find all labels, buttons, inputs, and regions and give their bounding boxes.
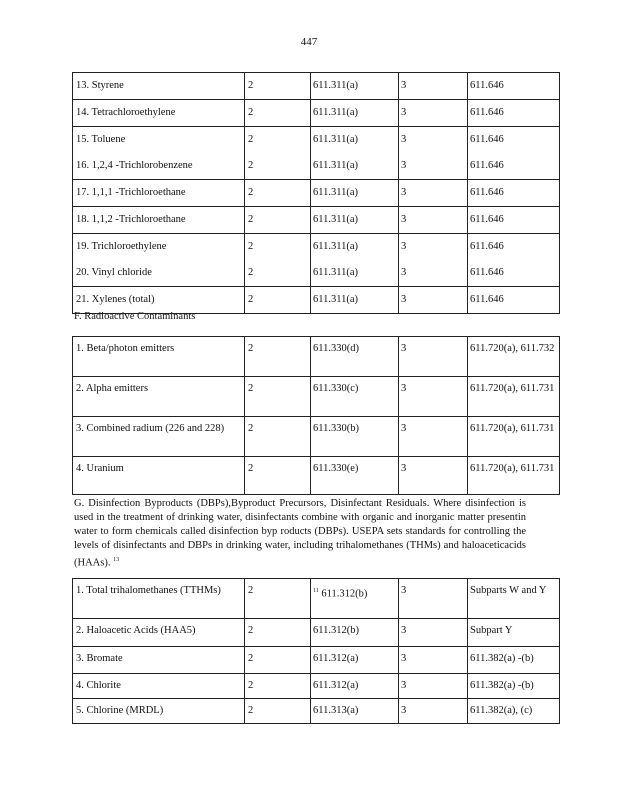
table-row xyxy=(73,377,560,417)
table-row xyxy=(73,579,560,619)
level-cell: 3 xyxy=(399,619,468,647)
level-cell: 3 xyxy=(399,207,468,234)
level-cell: 3 3 xyxy=(399,127,468,180)
reference-cell: 611.382(a), (c) xyxy=(468,699,560,724)
contaminant-name-cell: 5. Chlorine (MRDL) xyxy=(73,699,245,724)
mcl-cell: 2 xyxy=(245,73,311,100)
mcl-cell: 2 xyxy=(245,377,311,417)
reference-cell: 611.382(a) -(b) xyxy=(468,674,560,699)
table-row xyxy=(73,699,560,724)
table-row xyxy=(73,127,560,180)
table-row xyxy=(73,457,560,495)
mcl-cell: 2 xyxy=(245,207,311,234)
level-cell: 3 xyxy=(399,100,468,127)
table-row xyxy=(73,100,560,127)
mcl-cell: 2 xyxy=(245,699,311,724)
contaminant-name-cell: 3. Bromate xyxy=(73,647,245,674)
method-cell: 611.330(b) xyxy=(311,417,399,457)
method-cell: 611.330(c) xyxy=(311,377,399,417)
contaminant-table-radioactive xyxy=(72,336,560,495)
contaminant-name-cell: 4. Uranium xyxy=(73,457,245,495)
section-g-paragraph xyxy=(74,497,526,571)
table-row xyxy=(73,287,560,314)
reference-cell: 611.720(a), 611.731 xyxy=(468,417,560,457)
table-row xyxy=(73,619,560,647)
level-cell: 3 xyxy=(399,337,468,377)
contaminant-name-cell: 14. Tetrachloroethylene xyxy=(73,100,245,127)
contaminant-name-cell: 1. Beta/photon emitters xyxy=(73,337,245,377)
reference-cell: 611.382(a) -(b) xyxy=(468,647,560,674)
reference-cell: 611.646 xyxy=(468,287,560,314)
section-g-text: G. Disinfection Byproducts (DBPs),Byproduct Precursors, Disinfectant Residuals. Where disinfection is used in the treatment of drinking water, disinfectants combine with organic and inorganic matter presentin water to form chemicals called disinfection byp roducts (DBPs). USEPA sets standards for controlling the levels of disinfectants and DBPs in drinking water, including trihalomethanes (THMs) and haloaceticacids (HAAs). xyxy=(74,498,526,569)
method-cell: 611.312(a) xyxy=(311,674,399,699)
method-cell: 611.311(a) 611.311(a) xyxy=(311,234,399,287)
contaminant-name-cell: 18. 1,1,2 -Trichloroethane xyxy=(73,207,245,234)
mcl-cell: 2 xyxy=(245,100,311,127)
level-cell: 3 3 xyxy=(399,234,468,287)
method-cell: 611.311(a) 611.311(a) xyxy=(311,127,399,180)
reference-cell: 611.720(a), 611.732 xyxy=(468,337,560,377)
contaminant-name-cell: 19. Trichloroethylene 20. Vinyl chloride xyxy=(73,234,245,287)
reference-cell: Subparts W and Y xyxy=(468,579,560,619)
mcl-cell: 2 2 xyxy=(245,127,311,180)
level-cell: 3 xyxy=(399,647,468,674)
mcl-cell: 2 xyxy=(245,180,311,207)
mcl-cell: 2 2 xyxy=(245,234,311,287)
method-cell: 611.311(a) xyxy=(311,73,399,100)
level-cell: 3 xyxy=(399,73,468,100)
level-cell: 3 xyxy=(399,287,468,314)
level-cell: 3 xyxy=(399,674,468,699)
table-row xyxy=(73,674,560,699)
contaminant-table-organic xyxy=(72,72,560,314)
method-cell: 611.311(a) xyxy=(311,287,399,314)
mcl-cell: 2 xyxy=(245,619,311,647)
mcl-cell: 2 xyxy=(245,674,311,699)
level-cell: 3 xyxy=(399,377,468,417)
method-cell: 611.312(b) xyxy=(311,619,399,647)
reference-cell: 611.720(a), 611.731 xyxy=(468,457,560,495)
level-cell: 3 xyxy=(399,699,468,724)
page-number: 447 xyxy=(300,36,318,48)
contaminant-name-cell: 13. Styrene xyxy=(73,73,245,100)
method-cell: 611.312(a) xyxy=(311,647,399,674)
contaminant-name-cell: 21. Xylenes (total) xyxy=(73,287,245,314)
method-cell: $^{11}$ 611.312(b) xyxy=(311,579,399,619)
mcl-cell: 2 xyxy=(245,417,311,457)
mcl-cell: 2 xyxy=(245,457,311,495)
section-f-heading: F. Radioactive Contaminants xyxy=(74,311,196,322)
method-cell: 611.330(e) xyxy=(311,457,399,495)
table-row xyxy=(73,337,560,377)
contaminant-name-cell: 17. 1,1,1 -Trichloroethane xyxy=(73,180,245,207)
reference-cell: 611.646 xyxy=(468,100,560,127)
reference-cell: 611.646 xyxy=(468,207,560,234)
reference-cell: 611.646 xyxy=(468,180,560,207)
method-cell: 611.311(a) xyxy=(311,207,399,234)
mcl-cell: 2 xyxy=(245,647,311,674)
table-row xyxy=(73,180,560,207)
level-cell: 3 xyxy=(399,457,468,495)
contaminant-table-dbp xyxy=(72,578,560,724)
footnote-ref: 11 xyxy=(313,588,319,594)
reference-cell: 611.646 611.646 xyxy=(468,234,560,287)
contaminant-name-cell: 1. Total trihalomethanes (TTHMs) xyxy=(73,579,245,619)
contaminant-name-cell: 3. Combined radium (226 and 228) xyxy=(73,417,245,457)
level-cell: 3 xyxy=(399,180,468,207)
contaminant-name-cell: 15. Toluene 16. 1,2,4 -Trichlorobenzene xyxy=(73,127,245,180)
contaminant-name-cell: 4. Chlorite xyxy=(73,674,245,699)
footnote-ref: 13 xyxy=(113,557,120,563)
reference-cell: Subpart Y xyxy=(468,619,560,647)
method-cell: 611.330(d) xyxy=(311,337,399,377)
table-row xyxy=(73,417,560,457)
mcl-cell: 2 xyxy=(245,579,311,619)
method-cell: 611.313(a) xyxy=(311,699,399,724)
table-row xyxy=(73,647,560,674)
contaminant-name-cell: 2. Alpha emitters xyxy=(73,377,245,417)
reference-cell: 611.646 xyxy=(468,73,560,100)
mcl-cell: 2 xyxy=(245,337,311,377)
table-row xyxy=(73,234,560,287)
level-cell: 3 xyxy=(399,579,468,619)
level-cell: 3 xyxy=(399,417,468,457)
method-cell: 611.311(a) xyxy=(311,100,399,127)
table-row xyxy=(73,73,560,100)
mcl-cell: 2 xyxy=(245,287,311,314)
method-cell: 611.311(a) xyxy=(311,180,399,207)
contaminant-name-cell: 2. Haloacetic Acids (HAA5) xyxy=(73,619,245,647)
reference-cell: 611.720(a), 611.731 xyxy=(468,377,560,417)
table-row xyxy=(73,207,560,234)
reference-cell: 611.646 611.646 xyxy=(468,127,560,180)
